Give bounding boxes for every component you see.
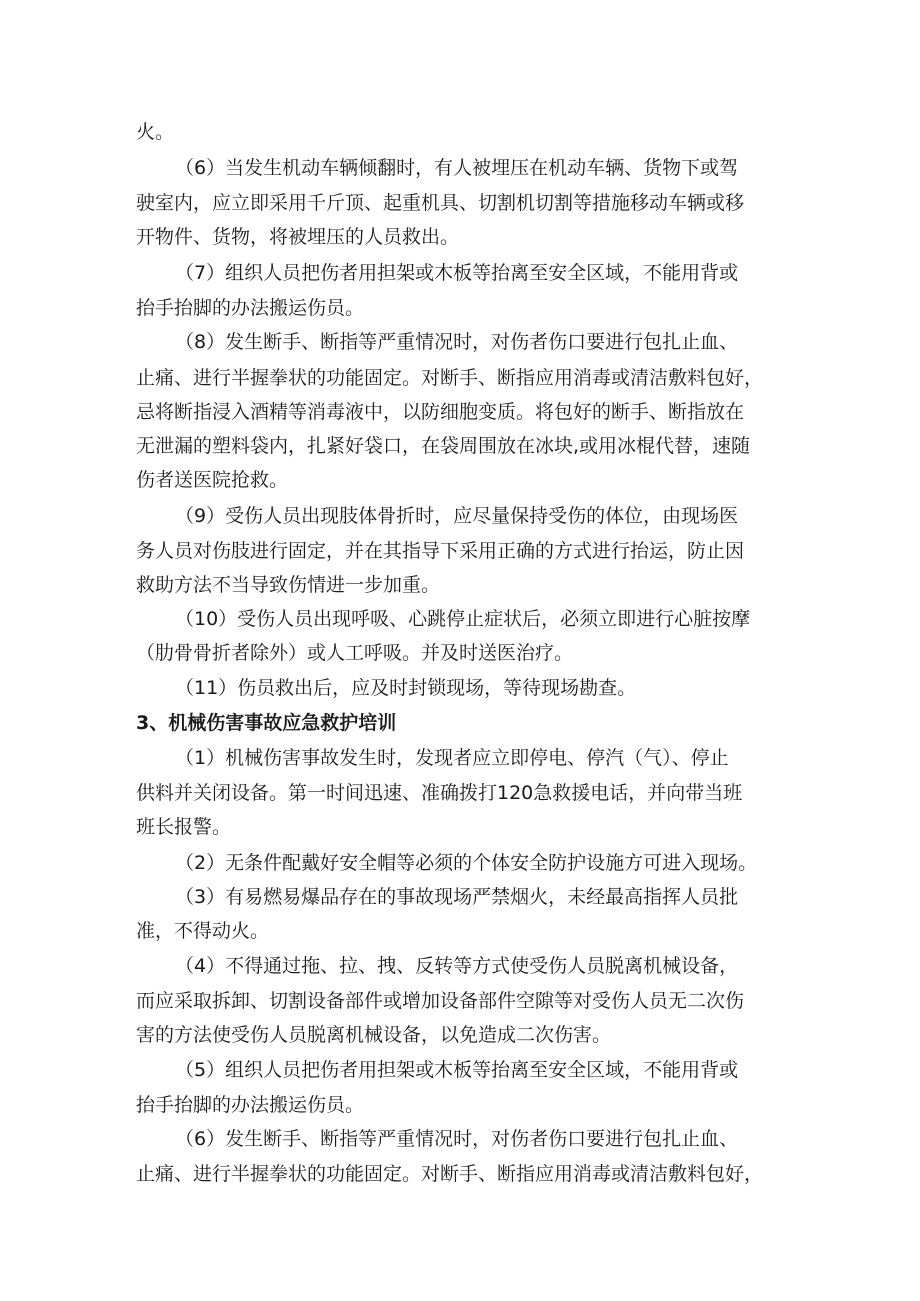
paragraph-start: （5）组织人员把伤者用担架或木板等抬离至安全区域，不能用背或 — [175, 1059, 739, 1081]
paragraph-start: （2）无条件配戴好安全帽等必须的个体安全防护设施方可进入现场。 — [175, 852, 758, 874]
text-line: 止痛、进行半握拳状的功能固定。对断手、断指应用消毒或清洁敷料包好， — [136, 1163, 764, 1185]
text-line: 伤者送医院抢救。 — [136, 469, 289, 491]
text-line: 救助方法不当导致伤情进一步加重。 — [136, 574, 441, 596]
text-line: （肋骨骨折者除外）或人工呼吸。并及时送医治疗。 — [136, 642, 574, 664]
text-line: 无泄漏的塑料袋内，扎紧好袋口，在袋周围放在冰块,或用冰棍代替，速随 — [136, 435, 751, 457]
text-line: 止痛、进行半握拳状的功能固定。对断手、断指应用消毒或清洁敷料包好， — [136, 367, 764, 389]
paragraph-start: （8）发生断手、断指等严重情况时，对伤者伤口要进行包扎止血、 — [175, 331, 739, 353]
paragraph-start: （9）受伤人员出现肢体骨折时，应尽量保持受伤的体位，由现场医 — [175, 505, 739, 527]
text-line: 班长报警。 — [136, 816, 232, 838]
paragraph-start: （7）组织人员把伤者用担架或木板等抬离至安全区域，不能用背或 — [175, 262, 739, 284]
text-line: 准，不得动火。 — [136, 920, 270, 942]
text-line: 供料并关闭设备。第一时间迅速、准确拨打120急救援电话，并向带当班 — [136, 782, 743, 804]
text-line: 火。 — [136, 121, 175, 143]
paragraph-start: （10）受伤人员出现呼吸、心跳停止症状后，必须立即进行心脏按摩 — [175, 608, 751, 630]
text-line: 驶室内，应立即采用千斤顶、起重机具、切割机切割等措施移动车辆或移 — [136, 192, 745, 214]
text-line: 害的方法使受伤人员脱离机械设备，以免造成二次伤害。 — [136, 1024, 612, 1046]
text-line: 开物件、货物，将被埋压的人员救出。 — [136, 226, 460, 248]
text-line: 忌将断指浸入酒精等消毒液中，以防细胞变质。将包好的断手、断指放在 — [136, 401, 745, 423]
text-line: 抬手抬脚的办法搬运伤员。 — [136, 297, 365, 319]
paragraph-start: （1）机械伤害事故发生时，发现者应立即停电、停汽（气）、停止 — [175, 747, 729, 769]
paragraph-start: （3）有易燃易爆品存在的事故现场严禁烟火，未经最高指挥人员批 — [175, 886, 739, 908]
paragraph-start: （4）不得通过拖、拉、拽、反转等方式使受伤人员脱离机械设备， — [175, 955, 739, 977]
text-line: 务人员对伤肢进行固定，并在其指导下采用正确的方式进行抬运，防止因 — [136, 540, 745, 562]
section-heading: 3、机械伤害事故应急救护培训 — [136, 712, 397, 734]
text-line: 抬手抬脚的办法搬运伤员。 — [136, 1094, 365, 1116]
paragraph-start: （11）伤员救出后，应及时封锁现场，等待现场勘查。 — [175, 677, 637, 699]
paragraph-start: （6）发生断手、断指等严重情况时，对伤者伤口要进行包扎止血、 — [175, 1128, 739, 1150]
text-line: 而应采取拆卸、切割设备部件或增加设备部件空隙等对受伤人员无二次伤 — [136, 990, 745, 1012]
paragraph-start: （6）当发生机动车辆倾翻时，有人被埋压在机动车辆、货物下或驾 — [175, 157, 739, 179]
